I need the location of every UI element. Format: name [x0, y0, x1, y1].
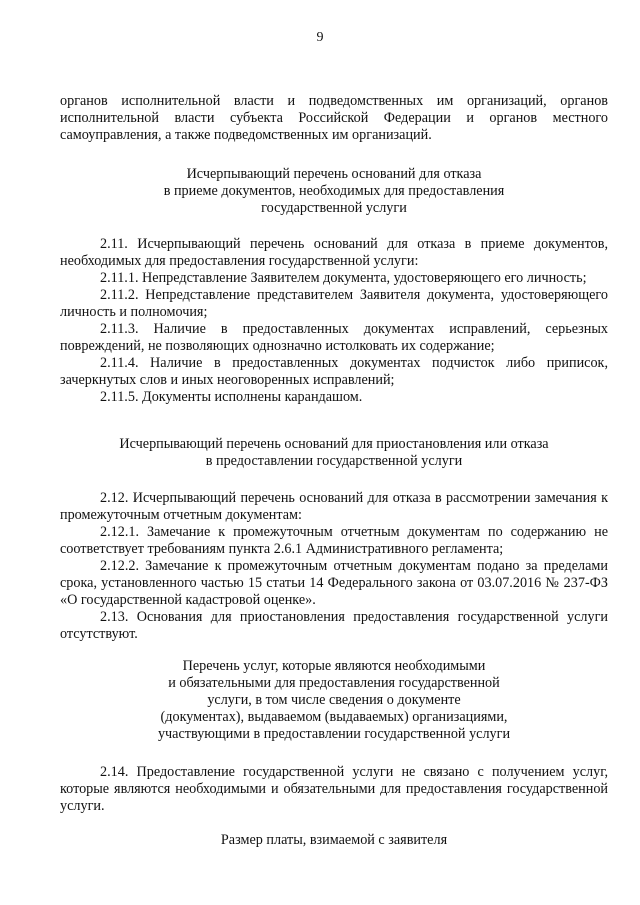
heading-line: в предоставлении государственной услуги	[205, 453, 463, 469]
heading-line: и обязательными для предоставления государственной	[168, 675, 500, 691]
paragraph-2-11: 2.11. Исчерпывающий перечень оснований для отказа в приеме документов, необходимых для предоставления государственной услуги:	[60, 236, 608, 269]
paragraph-2-11-4: 2.11.4. Наличие в предоставленных документах подчисток либо приписок, зачеркнутых слов и иных неоговоренных исправлений;	[60, 355, 608, 388]
heading-line: услуги, в том числе сведения о документе	[207, 692, 461, 708]
page-number: 9	[316, 30, 324, 45]
heading-fee	[60, 832, 608, 849]
paragraph-2-11-2: 2.11.2. Непредставление представителем Заявителя документа, удостоверяющего личность и полномочия;	[60, 287, 608, 320]
paragraph-2-12: 2.12. Исчерпывающий перечень оснований для отказа в рассмотрении замечания к промежуточным отчетным документам:	[60, 490, 608, 523]
intro-text: органов исполнительной власти и подведомственных им организаций, органов исполнительной власти субъекта Российской Федерации и органов местного самоуправления, а также подведомственных им организаций.	[60, 93, 608, 143]
paragraph-2-11-5: 2.11.5. Документы исполнены карандашом.	[100, 389, 363, 405]
intro-paragraph	[60, 93, 608, 144]
heading-line: Перечень услуг, которые являются необходимыми	[182, 658, 486, 674]
heading-line: Исчерпывающий перечень оснований для приостановления или отказа	[119, 436, 549, 452]
paragraph-2-11-1: 2.11.1. Непредставление Заявителем документа, удостоверяющего его личность;	[100, 270, 587, 286]
section-2-11	[60, 236, 608, 406]
heading-suspension-refusal	[60, 436, 608, 470]
section-2-12	[60, 490, 608, 643]
heading-line: Размер платы, взимаемой с заявителя	[220, 832, 448, 848]
heading-refusal-acceptance	[60, 166, 608, 217]
heading-line: Исчерпывающий перечень оснований для отказа	[186, 166, 482, 182]
heading-line: участвующими в предоставлении государственной услуги	[157, 726, 511, 742]
heading-required-services	[60, 658, 608, 743]
paragraph-2-13: 2.13. Основания для приостановления предоставления государственной услуги отсутствуют.	[60, 609, 608, 642]
paragraph-2-14: 2.14. Предоставление государственной услуги не связано с получением услуг, которые являются необходимыми и обязательными для предоставления государственной услуги.	[60, 764, 608, 814]
section-2-14	[60, 764, 608, 815]
paragraph-2-12-2: 2.12.2. Замечание к промежуточным отчетным документам подано за пределами срока, установленного частью 15 статьи 14 Федерального закона от 03.07.2016 № 237-ФЗ «О государственной кадастровой оценке».	[60, 558, 608, 608]
heading-line: (документах), выдаваемом (выдаваемых) организациями,	[160, 709, 508, 725]
heading-line: в приеме документов, необходимых для предоставления	[163, 183, 505, 199]
heading-line: государственной услуги	[261, 200, 407, 216]
paragraph-2-11-3: 2.11.3. Наличие в предоставленных документах исправлений, серьезных повреждений, не позволяющих однозначно истолковать их содержание;	[60, 321, 608, 354]
paragraph-2-12-1: 2.12.1. Замечание к промежуточным отчетным документам по содержанию не соответствует требованиям пункта 2.6.1 Административного регламента;	[60, 524, 608, 557]
